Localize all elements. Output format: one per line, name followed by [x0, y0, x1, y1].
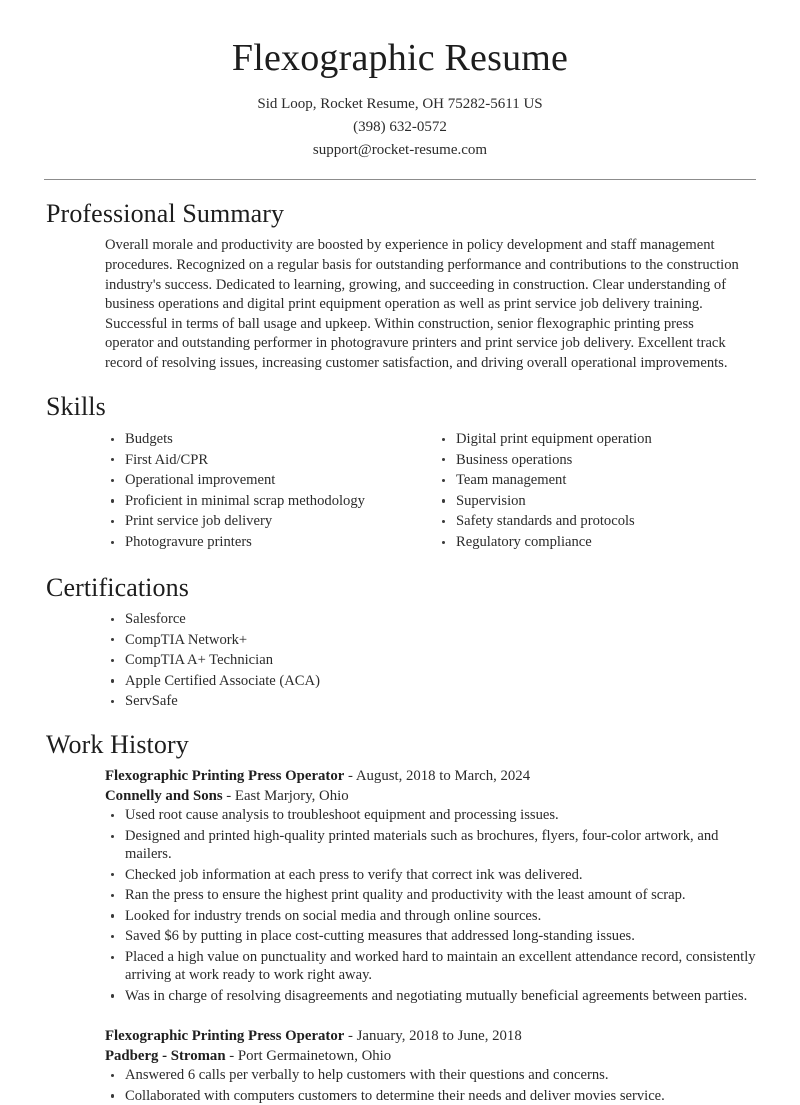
skills-column-left — [105, 430, 425, 554]
job-company-line — [105, 1047, 756, 1067]
list-item: Regulatory compliance — [436, 533, 756, 551]
list-item: Apple Certified Associate (ACA) — [105, 672, 756, 690]
job-title: Flexographic Printing Press Operator — [105, 768, 345, 785]
summary-text: Overall morale and productivity are boosted by experience in policy development and staff management procedures. Recognized on a regular basis for outstanding performance and contributions to the construction industry's success. Dedicated to learning, growing, and succeeding in construction. Clear understanding of business operations and digital print equipment operation as well as print service job delivery training. Successful in terms of ball usage and upkeep. Within construction, senior flexographic printing press operator and outstanding performer in photogravure printers and print service job delivery. Excellent track record of resolving issues, increasing customer satisfaction, and driving overall operational improvements. — [105, 237, 739, 371]
list-item: Print service job delivery — [105, 512, 425, 530]
job-bullets — [105, 1066, 756, 1105]
list-item: Looked for industry trends on social media and through online sources. — [105, 907, 756, 925]
job-title-line — [105, 767, 756, 787]
page-title: Flexographic Resume — [231, 37, 569, 79]
list-item: Placed a high value on punctuality and worked hard to maintain an excellent attendance record, consistently arriving at work ready to work right away. — [105, 948, 756, 984]
job-title-line — [105, 1027, 756, 1047]
list-item: First Aid/CPR — [105, 451, 425, 469]
header-divider — [44, 179, 756, 180]
skills-list-left — [105, 430, 425, 551]
list-item: Operational improvement — [105, 471, 425, 489]
contact-address: Sid Loop, Rocket Resume, OH 75282-5611 US — [257, 95, 543, 112]
section-heading-certifications: Certifications — [46, 572, 189, 602]
list-item: Designed and printed high-quality printed materials such as brochures, flyers, four-color artwork, and mailers. — [105, 827, 756, 863]
skills-column-right — [425, 430, 756, 554]
contact-block — [44, 93, 756, 162]
section-work-history — [44, 729, 756, 1105]
job-location: - East Marjory, Ohio — [222, 787, 349, 804]
list-item: Saved $6 by putting in place cost-cutting measures that addressed long-standing issues. — [105, 927, 756, 945]
list-item: Supervision — [436, 492, 756, 510]
list-item: Budgets — [105, 430, 425, 448]
list-item: Used root cause analysis to troubleshoot equipment and processing issues. — [105, 806, 756, 824]
skills-body — [44, 430, 756, 554]
section-certifications — [44, 572, 756, 711]
contact-email: support@rocket-resume.com — [312, 141, 488, 158]
contact-phone: (398) 632-0572 — [353, 118, 447, 135]
section-heading-skills: Skills — [46, 392, 106, 422]
list-item: Collaborated with computers customers to determine their needs and deliver movies service. — [105, 1087, 756, 1105]
section-professional-summary — [44, 198, 756, 374]
list-item: Safety standards and protocols — [436, 512, 756, 530]
list-item: CompTIA Network+ — [105, 631, 756, 649]
job-company: Connelly and Sons — [105, 787, 223, 804]
list-item: Answered 6 calls per verbally to help customers with their questions and concerns. — [105, 1066, 756, 1084]
section-heading-work-history: Work History — [46, 729, 189, 759]
list-item: Salesforce — [105, 610, 756, 628]
summary-body — [44, 236, 756, 373]
section-skills — [44, 391, 756, 553]
job-entry — [105, 1027, 756, 1105]
job-dates: - August, 2018 to March, 2024 — [344, 768, 531, 785]
job-dates: - January, 2018 to June, 2018 — [344, 1028, 522, 1045]
list-item: Was in charge of resolving disagreements and negotiating mutually beneficial agreements between parties. — [105, 987, 756, 1005]
section-heading-summary: Professional Summary — [46, 198, 285, 228]
list-item: Ran the press to ensure the highest print quality and productivity with the least amount of scrap. — [105, 886, 756, 904]
list-item: ServSafe — [105, 692, 756, 710]
job-location: - Port Germainetown, Ohio — [225, 1047, 392, 1064]
list-item: Digital print equipment operation — [436, 430, 756, 448]
list-item: Team management — [436, 471, 756, 489]
list-item: Checked job information at each press to verify that correct ink was delivered. — [105, 866, 756, 884]
certifications-list — [105, 610, 756, 711]
list-item: Proficient in minimal scrap methodology — [105, 492, 425, 510]
job-entry — [105, 767, 756, 1005]
list-item: CompTIA A+ Technician — [105, 651, 756, 669]
job-company: Padberg - Stroman — [105, 1047, 226, 1064]
work-history-body — [44, 767, 756, 1105]
certifications-body — [44, 610, 756, 711]
skills-list-right — [436, 430, 756, 551]
job-title: Flexographic Printing Press Operator — [105, 1028, 345, 1045]
job-company-line — [105, 787, 756, 807]
skills-columns — [105, 430, 756, 554]
list-item: Business operations — [436, 451, 756, 469]
job-bullets — [105, 806, 756, 1005]
list-item: Photogravure printers — [105, 533, 425, 551]
